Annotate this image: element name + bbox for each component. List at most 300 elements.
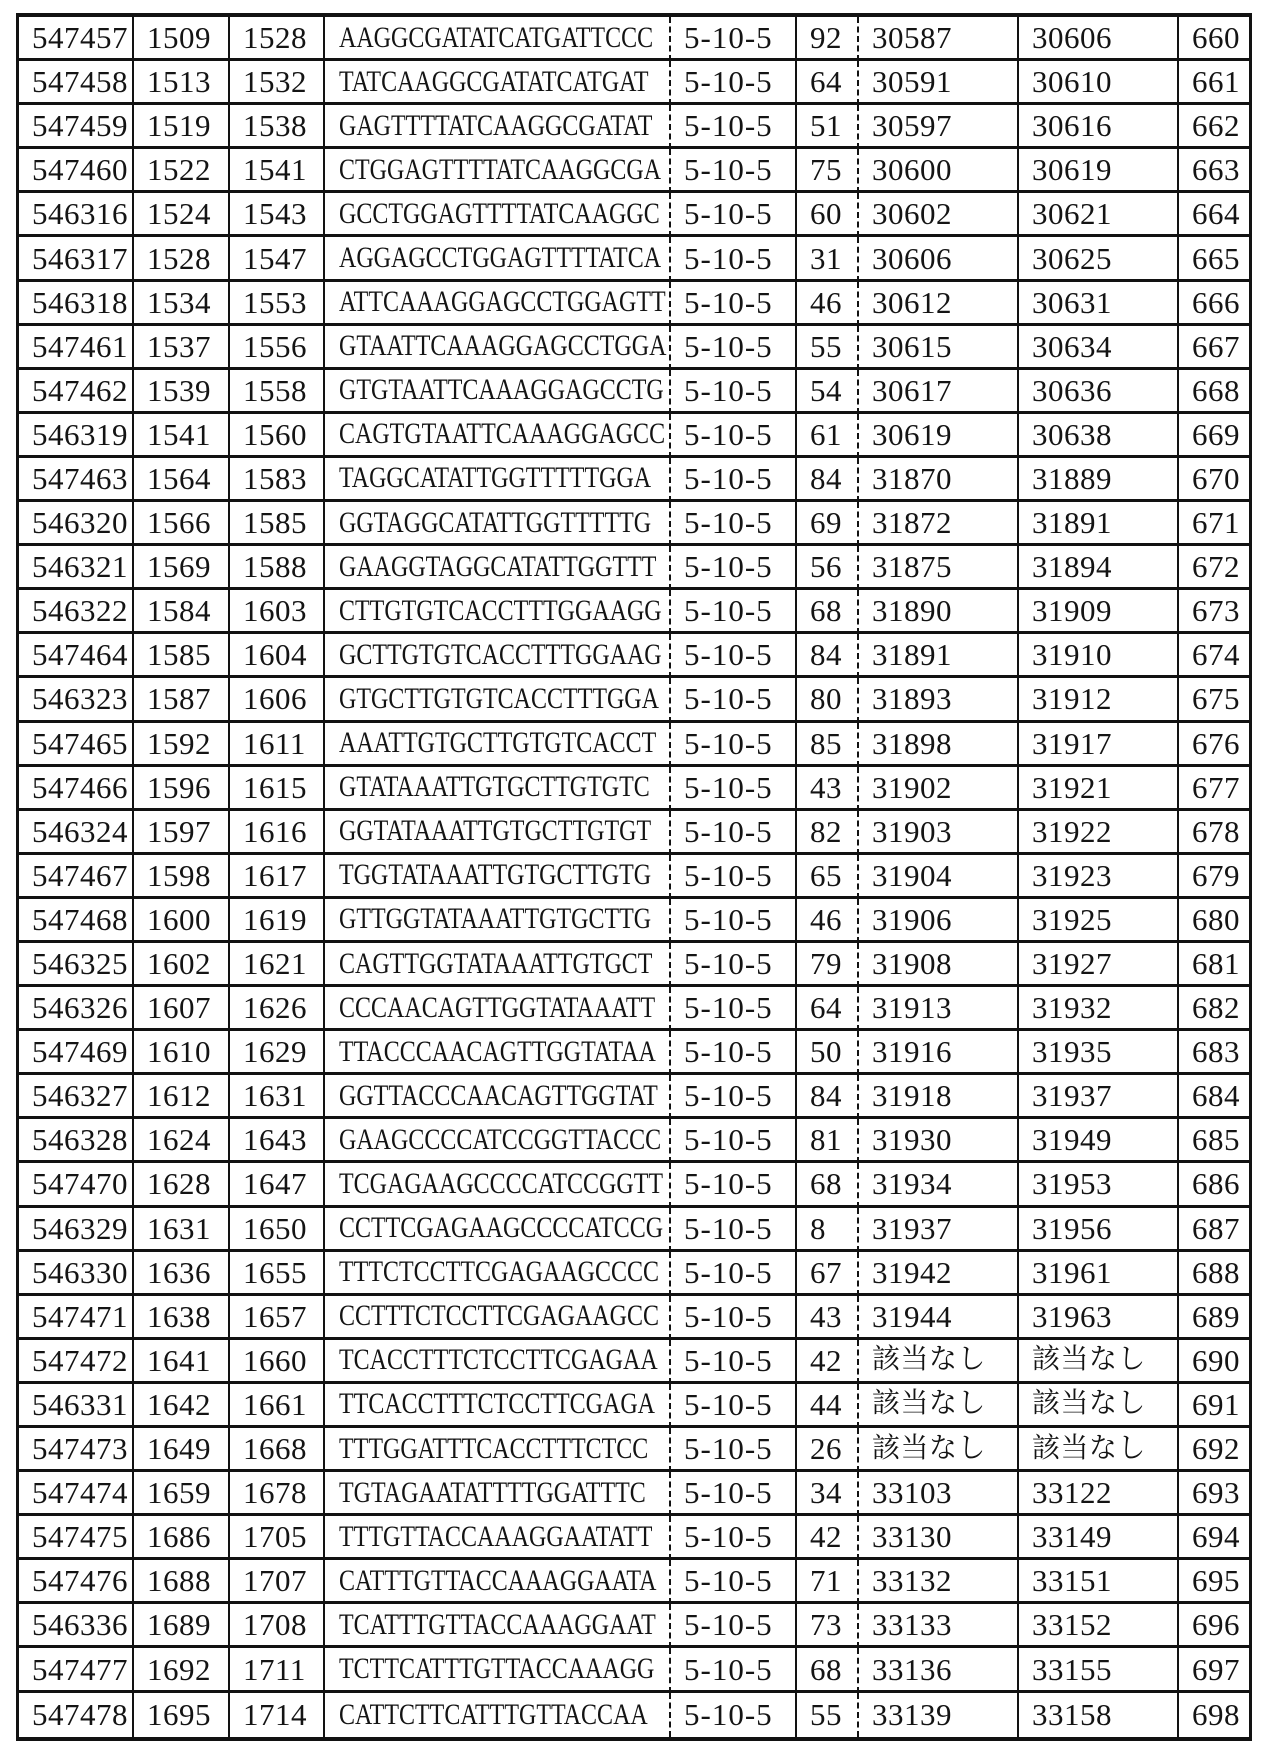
sequence-cell xyxy=(323,149,669,193)
seqno-cell: 686 xyxy=(1177,1163,1249,1207)
sequence-cell xyxy=(323,458,669,502)
pattern-cell: 5-10-5 xyxy=(669,1693,795,1737)
target-start-cell: 31908 xyxy=(857,943,1017,987)
target-start-cell: 30612 xyxy=(857,282,1017,326)
seqno-cell: 669 xyxy=(1177,414,1249,458)
target-start-cell: 33139 xyxy=(857,1693,1017,1737)
sequence-text: GCTTGTGTCACCTTTGGAAG xyxy=(339,637,662,671)
value-cell: 55 xyxy=(795,326,857,370)
pattern-cell: 5-10-5 xyxy=(669,149,795,193)
end-cell: 1541 xyxy=(228,149,323,193)
pattern-cell: 5-10-5 xyxy=(669,237,795,281)
end-cell: 1705 xyxy=(228,1516,323,1560)
target-start-cell: 30617 xyxy=(857,370,1017,414)
start-cell: 1513 xyxy=(132,61,228,105)
pattern-cell: 5-10-5 xyxy=(669,458,795,502)
sequence-text: GCCTGGAGTTTTATCAAGGC xyxy=(339,196,660,230)
end-cell: 1631 xyxy=(228,1075,323,1119)
id-cell: 546328 xyxy=(19,1119,132,1163)
id-cell: 547465 xyxy=(19,723,132,767)
seqno-cell: 695 xyxy=(1177,1560,1249,1604)
start-cell: 1584 xyxy=(132,590,228,634)
pattern-cell: 5-10-5 xyxy=(669,1296,795,1340)
id-cell: 546320 xyxy=(19,502,132,546)
id-cell: 547468 xyxy=(19,899,132,943)
end-cell: 1714 xyxy=(228,1693,323,1737)
start-cell: 1598 xyxy=(132,855,228,899)
target-end-cell: 31935 xyxy=(1017,1031,1177,1075)
not-applicable-text: 該当なし xyxy=(1032,1388,1147,1420)
value-cell: 34 xyxy=(795,1472,857,1516)
pattern-cell: 5-10-5 xyxy=(669,723,795,767)
start-cell: 1624 xyxy=(132,1119,228,1163)
pattern-cell: 5-10-5 xyxy=(669,1472,795,1516)
target-start-cell: 31918 xyxy=(857,1075,1017,1119)
sequence-text: GTGTAATTCAAAGGAGCCTG xyxy=(339,373,664,407)
sequence-cell xyxy=(323,61,669,105)
target-start-cell: 33136 xyxy=(857,1648,1017,1692)
value-cell: 55 xyxy=(795,1693,857,1737)
seqno-cell: 688 xyxy=(1177,1252,1249,1296)
value-cell: 54 xyxy=(795,370,857,414)
pattern-cell: 5-10-5 xyxy=(669,1208,795,1252)
sequence-cell xyxy=(323,282,669,326)
target-end-cell: 31909 xyxy=(1017,590,1177,634)
sequence-cell xyxy=(323,414,669,458)
target-start-cell: 31930 xyxy=(857,1119,1017,1163)
sequence-text: GGTTACCCAACAGTTGGTAT xyxy=(339,1078,658,1112)
value-cell: 79 xyxy=(795,943,857,987)
id-cell: 546323 xyxy=(19,678,132,722)
value-cell: 51 xyxy=(795,105,857,149)
seqno-cell: 685 xyxy=(1177,1119,1249,1163)
value-cell: 84 xyxy=(795,634,857,678)
pattern-cell: 5-10-5 xyxy=(669,590,795,634)
id-cell: 547477 xyxy=(19,1648,132,1692)
value-cell: 81 xyxy=(795,1119,857,1163)
sequence-cell xyxy=(323,1472,669,1516)
sequence-cell xyxy=(323,899,669,943)
target-start-cell: 31942 xyxy=(857,1252,1017,1296)
sequence-text: CTTGTGTCACCTTTGGAAGG xyxy=(339,593,662,627)
id-cell: 547473 xyxy=(19,1428,132,1472)
end-cell: 1678 xyxy=(228,1472,323,1516)
id-cell: 547457 xyxy=(19,17,132,61)
end-cell: 1668 xyxy=(228,1428,323,1472)
target-end-cell: 31925 xyxy=(1017,899,1177,943)
sequence-text: CAGTTGGTATAAATTGTGCT xyxy=(339,946,653,980)
sequence-text: CATTCTTCATTTGTTACCAA xyxy=(339,1697,648,1731)
target-start-cell xyxy=(857,1428,1017,1472)
id-cell: 546329 xyxy=(19,1208,132,1252)
sequence-cell xyxy=(323,1604,669,1648)
value-cell: 69 xyxy=(795,502,857,546)
pattern-cell: 5-10-5 xyxy=(669,1340,795,1384)
end-cell: 1647 xyxy=(228,1163,323,1207)
value-cell: 84 xyxy=(795,1075,857,1119)
start-cell: 1539 xyxy=(132,370,228,414)
sequence-text: ATTCAAAGGAGCCTGGAGTT xyxy=(339,285,666,319)
target-start-cell: 30602 xyxy=(857,193,1017,237)
sequence-text: TTTGGATTTCACCTTTCTCC xyxy=(339,1431,649,1465)
start-cell: 1689 xyxy=(132,1604,228,1648)
pattern-cell: 5-10-5 xyxy=(669,193,795,237)
pattern-cell: 5-10-5 xyxy=(669,1428,795,1472)
id-cell: 546330 xyxy=(19,1252,132,1296)
start-cell: 1519 xyxy=(132,105,228,149)
start-cell: 1628 xyxy=(132,1163,228,1207)
sequence-cell xyxy=(323,105,669,149)
seqno-cell: 676 xyxy=(1177,723,1249,767)
value-cell: 68 xyxy=(795,590,857,634)
seqno-cell: 670 xyxy=(1177,458,1249,502)
target-start-cell: 31890 xyxy=(857,590,1017,634)
target-start-cell: 31934 xyxy=(857,1163,1017,1207)
id-cell: 546319 xyxy=(19,414,132,458)
pattern-cell: 5-10-5 xyxy=(669,678,795,722)
value-cell: 64 xyxy=(795,987,857,1031)
seqno-cell: 684 xyxy=(1177,1075,1249,1119)
pattern-cell: 5-10-5 xyxy=(669,811,795,855)
start-cell: 1686 xyxy=(132,1516,228,1560)
sequence-text: CCTTCGAGAAGCCCCATCCG xyxy=(339,1211,664,1245)
target-end-cell: 31912 xyxy=(1017,678,1177,722)
end-cell: 1657 xyxy=(228,1296,323,1340)
pattern-cell: 5-10-5 xyxy=(669,546,795,590)
sequence-text: CTGGAGTTTTATCAAGGCGA xyxy=(339,152,662,186)
sequence-cell xyxy=(323,17,669,61)
sequence-cell xyxy=(323,634,669,678)
seqno-cell: 668 xyxy=(1177,370,1249,414)
id-cell: 547476 xyxy=(19,1560,132,1604)
target-end-cell: 33152 xyxy=(1017,1604,1177,1648)
start-cell: 1600 xyxy=(132,899,228,943)
pattern-cell: 5-10-5 xyxy=(669,282,795,326)
value-cell: 56 xyxy=(795,546,857,590)
pattern-cell: 5-10-5 xyxy=(669,1384,795,1428)
sequence-cell xyxy=(323,1516,669,1560)
target-start-cell xyxy=(857,1340,1017,1384)
start-cell: 1528 xyxy=(132,237,228,281)
value-cell: 73 xyxy=(795,1604,857,1648)
sequence-text: TTTGTTACCAAAGGAATATT xyxy=(339,1519,653,1553)
end-cell: 1621 xyxy=(228,943,323,987)
id-cell: 547462 xyxy=(19,370,132,414)
value-cell: 92 xyxy=(795,17,857,61)
id-cell: 546322 xyxy=(19,590,132,634)
seqno-cell: 692 xyxy=(1177,1428,1249,1472)
start-cell: 1524 xyxy=(132,193,228,237)
id-cell: 547472 xyxy=(19,1340,132,1384)
sequence-cell xyxy=(323,1163,669,1207)
end-cell: 1707 xyxy=(228,1560,323,1604)
end-cell: 1583 xyxy=(228,458,323,502)
target-start-cell: 31906 xyxy=(857,899,1017,943)
start-cell: 1636 xyxy=(132,1252,228,1296)
pattern-cell: 5-10-5 xyxy=(669,61,795,105)
end-cell: 1604 xyxy=(228,634,323,678)
sequence-text: AAATTGTGCTTGTGTCACCT xyxy=(339,726,657,760)
id-cell: 547461 xyxy=(19,326,132,370)
target-end-cell: 30636 xyxy=(1017,370,1177,414)
sequence-cell xyxy=(323,1428,669,1472)
value-cell: 46 xyxy=(795,899,857,943)
target-end-cell: 30638 xyxy=(1017,414,1177,458)
target-end-cell: 30610 xyxy=(1017,61,1177,105)
seqno-cell: 661 xyxy=(1177,61,1249,105)
value-cell: 42 xyxy=(795,1340,857,1384)
sequence-cell xyxy=(323,546,669,590)
target-end-cell: 31956 xyxy=(1017,1208,1177,1252)
seqno-cell: 665 xyxy=(1177,237,1249,281)
sequence-cell xyxy=(323,811,669,855)
sequence-text: GGTATAAATTGTGCTTGTGT xyxy=(339,814,652,848)
target-end-cell: 31923 xyxy=(1017,855,1177,899)
target-end-cell xyxy=(1017,1384,1177,1428)
sequence-cell xyxy=(323,723,669,767)
sequence-text: AGGAGCCTGGAGTTTTATCA xyxy=(339,241,662,275)
sequence-text: GTTGGTATAAATTGTGCTTG xyxy=(339,902,652,936)
start-cell: 1585 xyxy=(132,634,228,678)
end-cell: 1661 xyxy=(228,1384,323,1428)
seqno-cell: 698 xyxy=(1177,1693,1249,1737)
value-cell: 50 xyxy=(795,1031,857,1075)
target-end-cell: 31961 xyxy=(1017,1252,1177,1296)
id-cell: 547469 xyxy=(19,1031,132,1075)
sequence-cell xyxy=(323,1252,669,1296)
id-cell: 546326 xyxy=(19,987,132,1031)
sequence-text: TATCAAGGCGATATCATGAT xyxy=(339,64,649,98)
target-end-cell: 31949 xyxy=(1017,1119,1177,1163)
target-start-cell: 31902 xyxy=(857,767,1017,811)
seqno-cell: 664 xyxy=(1177,193,1249,237)
start-cell: 1695 xyxy=(132,1693,228,1737)
value-cell: 68 xyxy=(795,1163,857,1207)
sequence-cell xyxy=(323,678,669,722)
target-start-cell: 31913 xyxy=(857,987,1017,1031)
end-cell: 1655 xyxy=(228,1252,323,1296)
id-cell: 547474 xyxy=(19,1472,132,1516)
end-cell: 1538 xyxy=(228,105,323,149)
target-start-cell: 31870 xyxy=(857,458,1017,502)
seqno-cell: 673 xyxy=(1177,590,1249,634)
sequence-cell xyxy=(323,237,669,281)
target-start-cell: 31903 xyxy=(857,811,1017,855)
seqno-cell: 697 xyxy=(1177,1648,1249,1692)
target-start-cell xyxy=(857,1384,1017,1428)
target-start-cell: 31898 xyxy=(857,723,1017,767)
target-end-cell: 31917 xyxy=(1017,723,1177,767)
not-applicable-text: 該当なし xyxy=(872,1388,987,1420)
end-cell: 1616 xyxy=(228,811,323,855)
sequence-text: GTGCTTGTGTCACCTTTGGA xyxy=(339,681,659,715)
target-start-cell: 31875 xyxy=(857,546,1017,590)
pattern-cell: 5-10-5 xyxy=(669,855,795,899)
id-cell: 547466 xyxy=(19,767,132,811)
id-cell: 546325 xyxy=(19,943,132,987)
pattern-cell: 5-10-5 xyxy=(669,634,795,678)
target-end-cell: 33149 xyxy=(1017,1516,1177,1560)
seqno-cell: 682 xyxy=(1177,987,1249,1031)
start-cell: 1587 xyxy=(132,678,228,722)
target-end-cell: 31910 xyxy=(1017,634,1177,678)
pattern-cell: 5-10-5 xyxy=(669,502,795,546)
target-start-cell: 33130 xyxy=(857,1516,1017,1560)
start-cell: 1569 xyxy=(132,546,228,590)
start-cell: 1641 xyxy=(132,1340,228,1384)
end-cell: 1588 xyxy=(228,546,323,590)
seqno-cell: 672 xyxy=(1177,546,1249,590)
id-cell: 546336 xyxy=(19,1604,132,1648)
seqno-cell: 687 xyxy=(1177,1208,1249,1252)
start-cell: 1592 xyxy=(132,723,228,767)
target-end-cell xyxy=(1017,1340,1177,1384)
sequence-cell xyxy=(323,326,669,370)
pattern-cell: 5-10-5 xyxy=(669,1163,795,1207)
target-start-cell: 30587 xyxy=(857,17,1017,61)
sequence-cell xyxy=(323,370,669,414)
id-cell: 546327 xyxy=(19,1075,132,1119)
sequence-cell xyxy=(323,1648,669,1692)
seqno-cell: 667 xyxy=(1177,326,1249,370)
seqno-cell: 690 xyxy=(1177,1340,1249,1384)
target-start-cell: 30591 xyxy=(857,61,1017,105)
sequence-text: AAGGCGATATCATGATTCCC xyxy=(339,20,654,54)
sequence-cell xyxy=(323,590,669,634)
id-cell: 546318 xyxy=(19,282,132,326)
sequence-cell xyxy=(323,1296,669,1340)
target-end-cell: 31963 xyxy=(1017,1296,1177,1340)
sequence-text: TGGTATAAATTGTGCTTGTG xyxy=(339,858,652,892)
end-cell: 1660 xyxy=(228,1340,323,1384)
start-cell: 1610 xyxy=(132,1031,228,1075)
seqno-cell: 662 xyxy=(1177,105,1249,149)
start-cell: 1541 xyxy=(132,414,228,458)
pattern-cell: 5-10-5 xyxy=(669,1252,795,1296)
target-start-cell: 31872 xyxy=(857,502,1017,546)
pattern-cell: 5-10-5 xyxy=(669,767,795,811)
end-cell: 1619 xyxy=(228,899,323,943)
end-cell: 1617 xyxy=(228,855,323,899)
sequence-text: GAAGCCCCATCCGGTTACCC xyxy=(339,1122,662,1156)
end-cell: 1585 xyxy=(228,502,323,546)
target-end-cell: 33151 xyxy=(1017,1560,1177,1604)
not-applicable-text: 該当なし xyxy=(1032,1432,1147,1464)
sequence-text: TCGAGAAGCCCCATCCGGTT xyxy=(339,1166,664,1200)
value-cell: 68 xyxy=(795,1648,857,1692)
pattern-cell: 5-10-5 xyxy=(669,943,795,987)
value-cell: 8 xyxy=(795,1208,857,1252)
sequence-cell xyxy=(323,1560,669,1604)
seqno-cell: 663 xyxy=(1177,149,1249,193)
seqno-cell: 694 xyxy=(1177,1516,1249,1560)
target-start-cell: 31904 xyxy=(857,855,1017,899)
start-cell: 1596 xyxy=(132,767,228,811)
pattern-cell: 5-10-5 xyxy=(669,1031,795,1075)
target-start-cell: 30615 xyxy=(857,326,1017,370)
sequence-text: CATTTGTTACCAAAGGAATA xyxy=(339,1563,657,1597)
start-cell: 1597 xyxy=(132,811,228,855)
sequence-text: TTACCCAACAGTTGGTATAA xyxy=(339,1034,656,1068)
target-end-cell: 33122 xyxy=(1017,1472,1177,1516)
pattern-cell: 5-10-5 xyxy=(669,1516,795,1560)
start-cell: 1638 xyxy=(132,1296,228,1340)
pattern-cell: 5-10-5 xyxy=(669,1119,795,1163)
pattern-cell: 5-10-5 xyxy=(669,17,795,61)
end-cell: 1643 xyxy=(228,1119,323,1163)
sequence-text: TTTCTCCTTCGAGAAGCCCC xyxy=(339,1255,660,1289)
target-end-cell: 31932 xyxy=(1017,987,1177,1031)
sequence-cell xyxy=(323,502,669,546)
value-cell: 64 xyxy=(795,61,857,105)
start-cell: 1649 xyxy=(132,1428,228,1472)
pattern-cell: 5-10-5 xyxy=(669,1648,795,1692)
start-cell: 1612 xyxy=(132,1075,228,1119)
target-end-cell: 31953 xyxy=(1017,1163,1177,1207)
pattern-cell: 5-10-5 xyxy=(669,414,795,458)
target-start-cell: 30597 xyxy=(857,105,1017,149)
seqno-cell: 696 xyxy=(1177,1604,1249,1648)
id-cell: 547463 xyxy=(19,458,132,502)
pattern-cell: 5-10-5 xyxy=(669,1075,795,1119)
value-cell: 43 xyxy=(795,767,857,811)
pattern-cell: 5-10-5 xyxy=(669,1560,795,1604)
pattern-cell: 5-10-5 xyxy=(669,1604,795,1648)
start-cell: 1534 xyxy=(132,282,228,326)
value-cell: 44 xyxy=(795,1384,857,1428)
value-cell: 80 xyxy=(795,678,857,722)
target-start-cell: 31937 xyxy=(857,1208,1017,1252)
end-cell: 1532 xyxy=(228,61,323,105)
seqno-cell: 680 xyxy=(1177,899,1249,943)
not-applicable-text: 該当なし xyxy=(872,1432,987,1464)
seqno-cell: 681 xyxy=(1177,943,1249,987)
not-applicable-text: 該当なし xyxy=(1032,1344,1147,1376)
sequence-text: GGTAGGCATATTGGTTTTTG xyxy=(339,505,652,539)
target-end-cell: 33155 xyxy=(1017,1648,1177,1692)
value-cell: 71 xyxy=(795,1560,857,1604)
end-cell: 1611 xyxy=(228,723,323,767)
target-end-cell: 30631 xyxy=(1017,282,1177,326)
sequence-cell xyxy=(323,767,669,811)
value-cell: 61 xyxy=(795,414,857,458)
sequence-text: TTCACCTTTCTCCTTCGAGA xyxy=(339,1387,655,1421)
target-end-cell: 30621 xyxy=(1017,193,1177,237)
sequence-cell xyxy=(323,1031,669,1075)
start-cell: 1607 xyxy=(132,987,228,1031)
start-cell: 1659 xyxy=(132,1472,228,1516)
start-cell: 1688 xyxy=(132,1560,228,1604)
target-end-cell: 31927 xyxy=(1017,943,1177,987)
id-cell: 547460 xyxy=(19,149,132,193)
id-cell: 547464 xyxy=(19,634,132,678)
value-cell: 75 xyxy=(795,149,857,193)
sequence-text: GTAATTCAAAGGAGCCTGGA xyxy=(339,329,667,363)
target-start-cell: 30619 xyxy=(857,414,1017,458)
target-end-cell: 31889 xyxy=(1017,458,1177,502)
target-end-cell xyxy=(1017,1428,1177,1472)
id-cell: 547459 xyxy=(19,105,132,149)
sequence-text: TCACCTTTCTCCTTCGAGAA xyxy=(339,1343,658,1377)
sequence-text: GAGTTTTATCAAGGCGATAT xyxy=(339,108,653,142)
pattern-cell: 5-10-5 xyxy=(669,370,795,414)
sequence-cell xyxy=(323,1693,669,1737)
value-cell: 82 xyxy=(795,811,857,855)
start-cell: 1564 xyxy=(132,458,228,502)
value-cell: 65 xyxy=(795,855,857,899)
target-end-cell: 31894 xyxy=(1017,546,1177,590)
end-cell: 1543 xyxy=(228,193,323,237)
